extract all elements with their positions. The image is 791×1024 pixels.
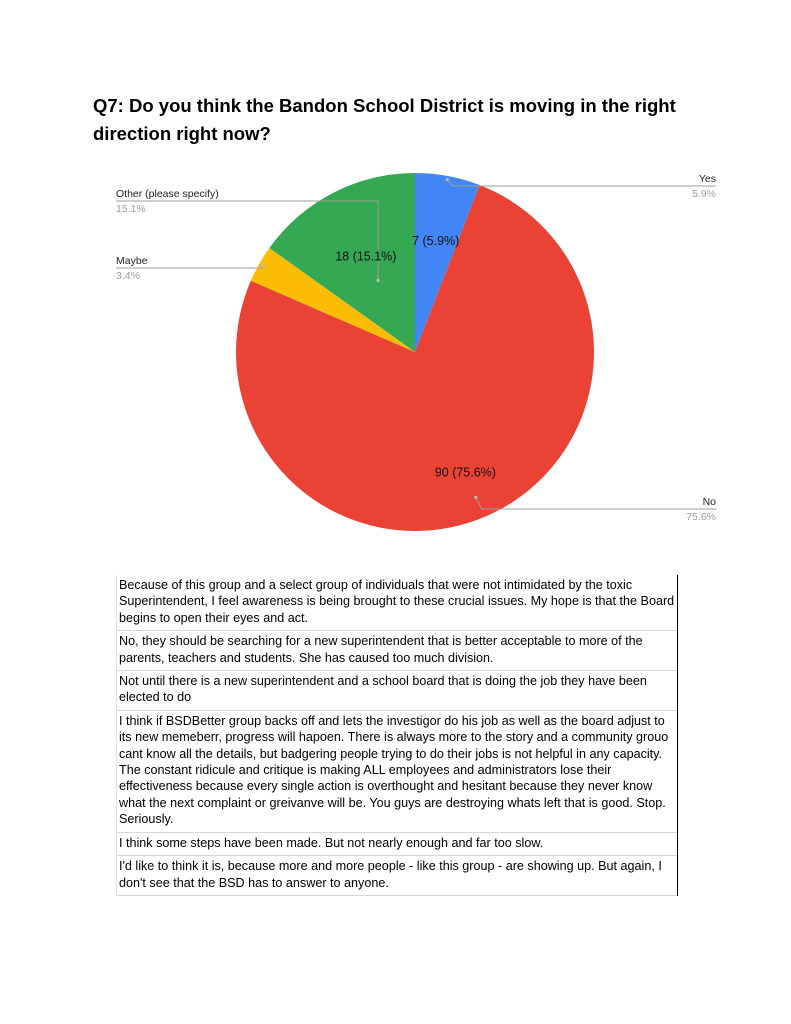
slice-value-label: 90 (75.6%) xyxy=(434,465,496,480)
response-row: I think if BSDBetter group backs off and lets the investigor do his job as well as the board adjust to its new memeberr, progress will hapoen. There is always more to the story and a community grouo cant know all the details, but badgering people trying to do their jobs is not helpful in any capacity. The constant ridicule and critique is making ALL employees and administrators lose their effectiveness because every single action is overthought and hesitant because they never know what the next complaint or greivanve will be. You guys are destroying whats left that is good. Stop. Seriously. xyxy=(117,711,677,833)
legend-label: No xyxy=(702,496,716,508)
leader-dot xyxy=(261,264,264,267)
response-row: I'd like to think it is, because more and more people - like this group - are showing up. But again, I don't see that the BSD has to answer to anyone. xyxy=(117,856,677,896)
response-row: I think some steps have been made. But not nearly enough and far too slow. xyxy=(117,833,677,856)
slice-value-label: 7 (5.9%) xyxy=(412,234,460,249)
leader-line xyxy=(447,180,716,186)
leader-dot xyxy=(377,279,380,282)
responses-table xyxy=(116,575,678,896)
leader-dot xyxy=(446,178,449,181)
page-title: Q7: Do you think the Bandon School District is moving in the right direction right now? xyxy=(93,95,676,144)
legend-label: Yes xyxy=(698,173,716,185)
slice-value-label: 18 (15.1%) xyxy=(335,249,397,264)
legend-percent: 5.9% xyxy=(692,188,716,200)
legend-percent: 15.1% xyxy=(116,203,146,215)
pie-chart xyxy=(0,160,791,540)
response-row: No, they should be searching for a new superintendent that is better acceptable to more of the parents, teachers and students. She has caused too much division. xyxy=(117,631,677,671)
response-row: Because of this group and a select group of individuals that were not intimidated by the toxic Superintendent, I feel awareness is being brought to these crucial issues. My hope is that the Board begins to open their eyes and act. xyxy=(117,575,677,631)
legend-label: Maybe xyxy=(116,255,148,267)
legend-percent: 75.6% xyxy=(686,511,716,523)
legend-label: Other (please specify) xyxy=(116,188,219,200)
legend-percent: 3.4% xyxy=(116,270,140,282)
leader-dot xyxy=(474,496,477,499)
response-row: Not until there is a new superintendent and a school board that is doing the job they have been elected to do xyxy=(117,671,677,711)
